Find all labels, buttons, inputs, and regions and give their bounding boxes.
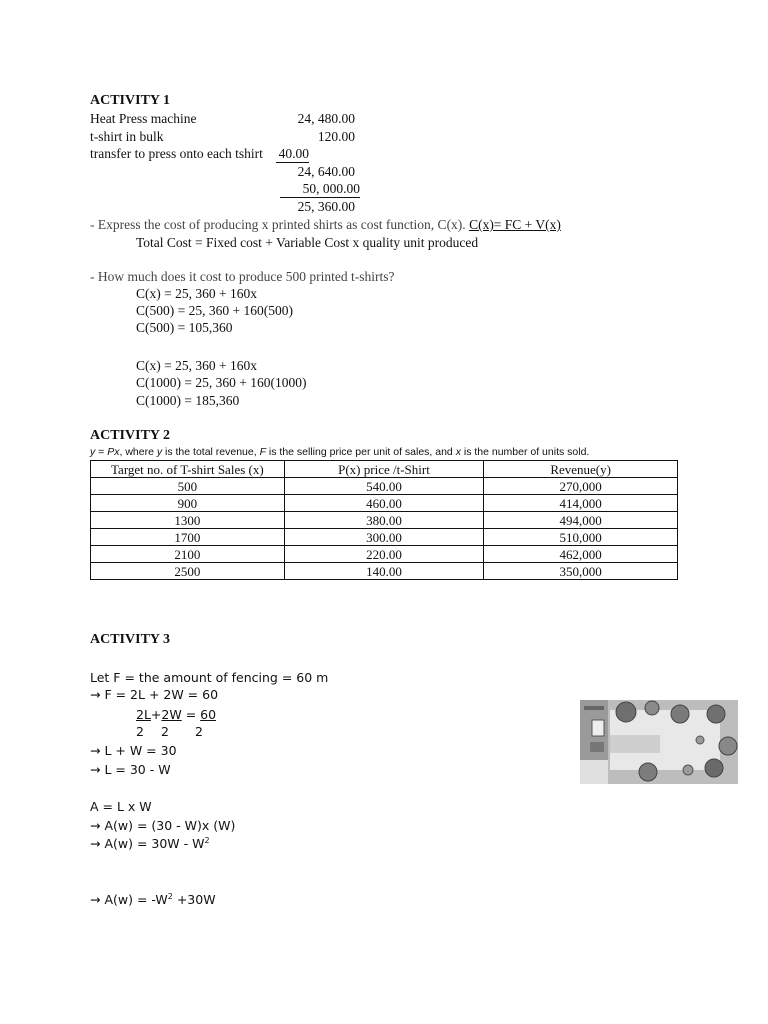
calc-500-line-2: C(500) = 25, 360 + 160(500) bbox=[136, 303, 293, 318]
table-row bbox=[91, 546, 678, 563]
note-part-5: is the total revenue, bbox=[162, 446, 260, 458]
table-row bbox=[91, 563, 678, 580]
fraction-denominator-1: 2 bbox=[136, 724, 144, 739]
plan-building-detail bbox=[584, 706, 604, 710]
fraction-term-60: 60 bbox=[200, 707, 217, 722]
area-standard-text: → A(w) = -W bbox=[90, 892, 168, 908]
cell-revenue: 270,000 bbox=[484, 478, 678, 495]
deduction-value: 50, 000.00 bbox=[280, 181, 360, 198]
item-label-heat-press: Heat Press machine bbox=[90, 111, 197, 126]
note-part-3: , where bbox=[119, 446, 157, 458]
fraction-equals: = bbox=[181, 707, 201, 722]
item-label-transfer: transfer to press onto each tshirt bbox=[90, 146, 263, 161]
plan-patio bbox=[580, 760, 608, 784]
column-header-sales: Target no. of T-shirt Sales (x) bbox=[91, 461, 285, 478]
plan-path bbox=[610, 735, 660, 753]
note-part-9: is the number of units sold. bbox=[460, 446, 590, 458]
cell-sales: 2500 bbox=[91, 563, 285, 580]
tree-icon bbox=[707, 705, 725, 723]
area-standard-exponent: 2 bbox=[167, 892, 173, 901]
note-part-4: y bbox=[156, 446, 163, 458]
fraction-denominator-2: 2 bbox=[161, 724, 169, 739]
item-value-transfer: 40.00 bbox=[276, 146, 309, 163]
item-value-tshirt-bulk: 120.00 bbox=[317, 129, 355, 144]
revenue-formula-note bbox=[90, 446, 589, 458]
tree-icon bbox=[639, 763, 657, 781]
note-part-2: Px bbox=[107, 446, 120, 458]
tree-icon bbox=[645, 701, 659, 715]
tree-icon bbox=[616, 702, 636, 722]
question-cost-function bbox=[90, 217, 561, 233]
note-part-6: F bbox=[259, 446, 266, 458]
cell-sales: 1300 bbox=[91, 512, 285, 529]
cell-revenue: 462,000 bbox=[484, 546, 678, 563]
cell-price: 460.00 bbox=[284, 495, 484, 512]
garden-plan-image bbox=[580, 700, 738, 784]
item-value-heat-press: 24, 480.00 bbox=[297, 111, 355, 126]
cell-price: 540.00 bbox=[284, 478, 484, 495]
note-part-0: y bbox=[90, 446, 96, 458]
area-standard-form bbox=[90, 892, 216, 907]
column-header-revenue: Revenue(y) bbox=[484, 461, 678, 478]
plan-building-window bbox=[592, 720, 604, 736]
note-part-1: = bbox=[95, 446, 108, 458]
shrub-icon bbox=[683, 765, 693, 775]
cost-function-formula: C(x)= FC + V(x) bbox=[469, 217, 561, 232]
total-value: 25, 360.00 bbox=[297, 199, 355, 214]
item-label-tshirt-bulk: t-shirt in bulk bbox=[90, 129, 164, 144]
calc-1000-line-2: C(1000) = 25, 360 + 160(1000) bbox=[136, 375, 307, 390]
column-header-price: P(x) price /t-Shirt bbox=[284, 461, 484, 478]
activity2-heading: ACTIVITY 2 bbox=[90, 428, 170, 443]
question-500-shirts: - How much does it cost to produce 500 printed t-shirts? bbox=[90, 269, 395, 284]
table-row bbox=[91, 478, 678, 495]
calc-1000-line-1: C(x) = 25, 360 + 160x bbox=[136, 358, 257, 373]
subtotal-value: 24, 640.00 bbox=[297, 164, 355, 179]
table-row bbox=[91, 512, 678, 529]
cell-sales: 500 bbox=[91, 478, 285, 495]
tree-icon bbox=[719, 737, 737, 755]
area-standard-rest: +30W bbox=[172, 892, 216, 908]
calc-500-line-3: C(500) = 105,360 bbox=[136, 320, 233, 335]
calc-500-line-1: C(x) = 25, 360 + 160x bbox=[136, 286, 257, 301]
area-expanded-text: → A(w) = 30W - W bbox=[90, 836, 205, 852]
fraction-term-2l: 2L bbox=[136, 707, 151, 722]
fraction-denominator-3: 2 bbox=[195, 724, 203, 739]
area-substitution: → A(w) = (30 - W)x (W) bbox=[90, 818, 236, 833]
cell-sales: 2100 bbox=[91, 546, 285, 563]
sum-equation: → L + W = 30 bbox=[90, 743, 177, 758]
cell-price: 380.00 bbox=[284, 512, 484, 529]
cell-price: 300.00 bbox=[284, 529, 484, 546]
area-expanded bbox=[90, 836, 210, 851]
shrub-icon bbox=[696, 736, 704, 744]
table-row bbox=[91, 529, 678, 546]
activity1-heading: ACTIVITY 1 bbox=[90, 93, 170, 108]
question-cost-function-text: - Express the cost of producing x printed shirts as cost function, C(x). bbox=[90, 217, 466, 232]
fencing-definition: Let F = the amount of fencing = 60 m bbox=[90, 670, 329, 685]
note-part-7: is the selling price per unit of sales, and bbox=[266, 446, 456, 458]
plan-building-step bbox=[590, 742, 604, 752]
perimeter-equation: → F = 2L + 2W = 60 bbox=[90, 687, 219, 702]
tree-icon bbox=[705, 759, 723, 777]
cell-price: 220.00 bbox=[284, 546, 484, 563]
fraction-term-2w: 2W bbox=[161, 707, 182, 722]
cell-revenue: 510,000 bbox=[484, 529, 678, 546]
table-header-row bbox=[91, 461, 678, 478]
cell-sales: 900 bbox=[91, 495, 285, 512]
cell-revenue: 494,000 bbox=[484, 512, 678, 529]
note-part-8: x bbox=[455, 446, 461, 458]
cell-revenue: 414,000 bbox=[484, 495, 678, 512]
area-expanded-exponent: 2 bbox=[204, 836, 210, 845]
cell-sales: 1700 bbox=[91, 529, 285, 546]
cell-price: 140.00 bbox=[284, 563, 484, 580]
area-formula: A = L x W bbox=[90, 799, 152, 814]
fraction-numerator-line bbox=[136, 707, 216, 722]
cell-revenue: 350,000 bbox=[484, 563, 678, 580]
length-equation: → L = 30 - W bbox=[90, 762, 171, 777]
total-cost-definition: Total Cost = Fixed cost + Variable Cost x quality unit produced bbox=[136, 235, 479, 250]
fraction-plus: + bbox=[150, 707, 162, 722]
tree-icon bbox=[671, 705, 689, 723]
table-row bbox=[91, 495, 678, 512]
calc-1000-line-3: C(1000) = 185,360 bbox=[136, 393, 240, 408]
activity3-heading: ACTIVITY 3 bbox=[90, 632, 170, 647]
revenue-table bbox=[90, 460, 678, 580]
